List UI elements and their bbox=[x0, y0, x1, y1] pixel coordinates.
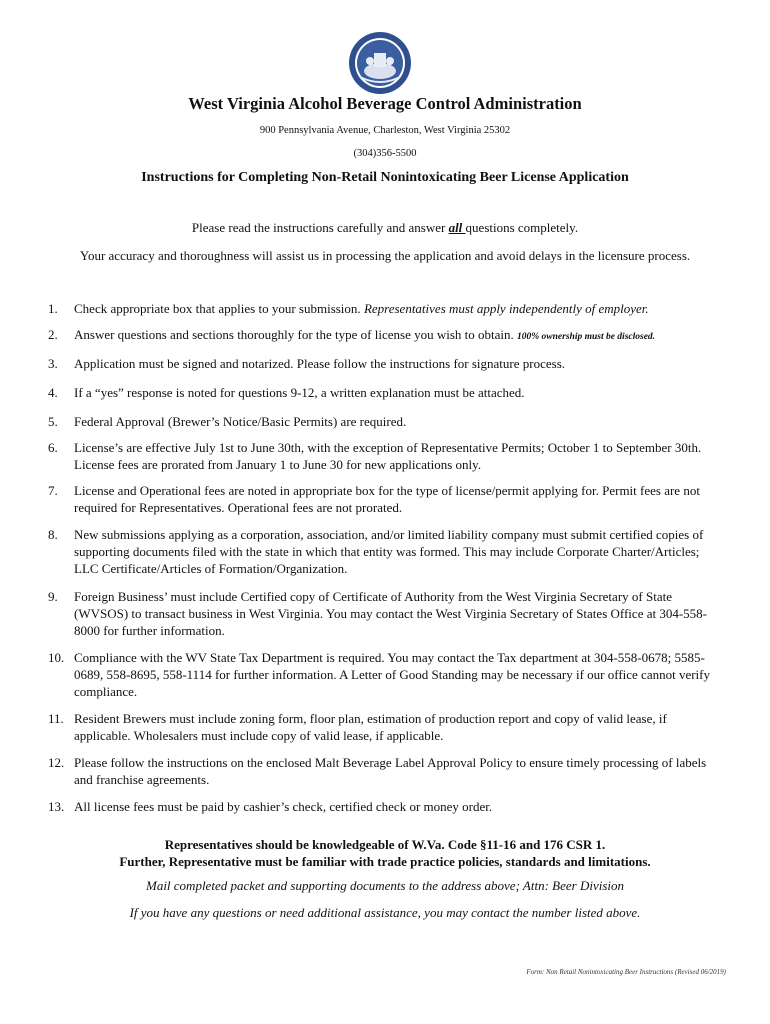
list-item bbox=[48, 754, 724, 788]
item-text: License and Operational fees are noted in appropriate box for the type of license/permit applying for. Permit fees are not required for Representatives. Operational fees are not prorated. bbox=[74, 483, 700, 515]
document-title: Instructions for Completing Non-Retail Nonintoxicating Beer License Application bbox=[141, 170, 629, 185]
state-seal-icon bbox=[348, 31, 412, 95]
item-number: 8. bbox=[48, 527, 58, 542]
item-number: 2. bbox=[48, 327, 58, 342]
item-number: 12. bbox=[48, 755, 65, 770]
item-number: 11. bbox=[48, 711, 64, 726]
representatives-line-2: Further, Representative must be familiar with trade practice policies, standards and limitations. bbox=[119, 854, 651, 869]
item-number: 10. bbox=[48, 650, 65, 665]
representatives-notice bbox=[0, 836, 770, 870]
list-item bbox=[48, 300, 724, 317]
org-address: 900 Pennsylvania Avenue, Charleston, West Virginia 25302 bbox=[259, 125, 511, 136]
questions-note: If you have any questions or need additional assistance, you may contact the number listed above. bbox=[129, 905, 641, 920]
list-item bbox=[48, 588, 724, 639]
list-item bbox=[48, 482, 724, 516]
item-text: Check appropriate box that applies to your submission. bbox=[74, 301, 364, 316]
list-item bbox=[48, 326, 724, 346]
item-number: 7. bbox=[48, 483, 58, 498]
representatives-line-1: Representatives should be knowledgeable of W.Va. Code §11-16 and 176 CSR 1. bbox=[164, 837, 606, 852]
item-number: 3. bbox=[48, 356, 58, 371]
intro-text-after: questions completely. bbox=[465, 220, 579, 235]
item-number: 5. bbox=[48, 414, 58, 429]
item-text: License’s are effective July 1st to June 30th, with the exception of Representative Permits; October 1 to September 30th. License fees are prorated from January 1 to June 30 for new applications only. bbox=[74, 440, 702, 472]
item-text: If a “yes” response is noted for questions 9-12, a written explanation must be attached. bbox=[74, 385, 525, 400]
item-text: Application must be signed and notarized. Please follow the instructions for signature process. bbox=[74, 356, 565, 371]
item-text: Federal Approval (Brewer’s Notice/Basic Permits) are required. bbox=[74, 414, 407, 429]
item-text: Resident Brewers must include zoning form, floor plan, estimation of production report and copy of valid lease, if applicable. Wholesalers must include copy of valid lease, if applicable. bbox=[74, 711, 667, 743]
form-footer: Form: Non Retail Nonintoxicating Beer Instructions (Revised 06/2019) bbox=[526, 968, 726, 976]
intro-text-before: Please read the instructions carefully and answer bbox=[191, 220, 449, 235]
item-number: 13. bbox=[48, 799, 65, 814]
item-text: New submissions applying as a corporation, association, and/or limited liability company must submit certified copies of supporting documents filed with the state in which that entity was formed. This may include Corporate Charter/Articles; LLC Certificate/Articles of Formation/Organization. bbox=[74, 527, 704, 576]
item-number: 1. bbox=[48, 301, 58, 316]
item-text: Answer questions and sections thoroughly for the type of license you wish to obtain. bbox=[74, 327, 518, 342]
list-item bbox=[48, 526, 724, 577]
list-item bbox=[48, 798, 724, 815]
item-note: 100% ownership must be disclosed. bbox=[517, 332, 656, 342]
list-item bbox=[48, 649, 724, 700]
mail-instructions: Mail completed packet and supporting documents to the address above; Attn: Beer Division bbox=[145, 878, 625, 893]
item-number: 9. bbox=[48, 589, 58, 604]
list-item bbox=[48, 355, 724, 372]
intro-line-2: Your accuracy and thoroughness will assist us in processing the application and avoid delays in the licensure process. bbox=[79, 248, 691, 263]
list-item bbox=[48, 439, 724, 473]
org-phone: (304)356-5500 bbox=[353, 148, 417, 159]
intro-line-1 bbox=[0, 220, 770, 236]
intro-emphasis: all bbox=[448, 220, 466, 235]
item-text: Compliance with the WV State Tax Department is required. You may contact the Tax department at 304-558-0678; 5585-0689, 558-8695, 558-1114 for further information. A Letter of Good Standing may be necessary if our office cannot verify compliance. bbox=[74, 650, 710, 699]
item-text: Please follow the instructions on the enclosed Malt Beverage Label Approval Policy to ensure timely processing of labels and franchise agreements. bbox=[74, 755, 707, 787]
item-text: Foreign Business’ must include Certified copy of Certificate of Authority from the West Virginia Secretary of State (WVSOS) to transact business in West Virginia. You may contact the West Virginia Secretary of States Office at 304-558-8000 for further information. bbox=[74, 589, 708, 638]
item-note: Representatives must apply independently of employer. bbox=[363, 301, 649, 316]
list-item bbox=[48, 710, 724, 744]
item-text: All license fees must be paid by cashier’s check, certified check or money order. bbox=[74, 799, 493, 814]
list-item bbox=[48, 384, 724, 401]
list-item bbox=[48, 413, 724, 430]
item-number: 4. bbox=[48, 385, 58, 400]
org-title: West Virginia Alcohol Beverage Control Administration bbox=[188, 94, 582, 113]
item-number: 6. bbox=[48, 440, 58, 455]
instruction-list bbox=[48, 300, 724, 815]
